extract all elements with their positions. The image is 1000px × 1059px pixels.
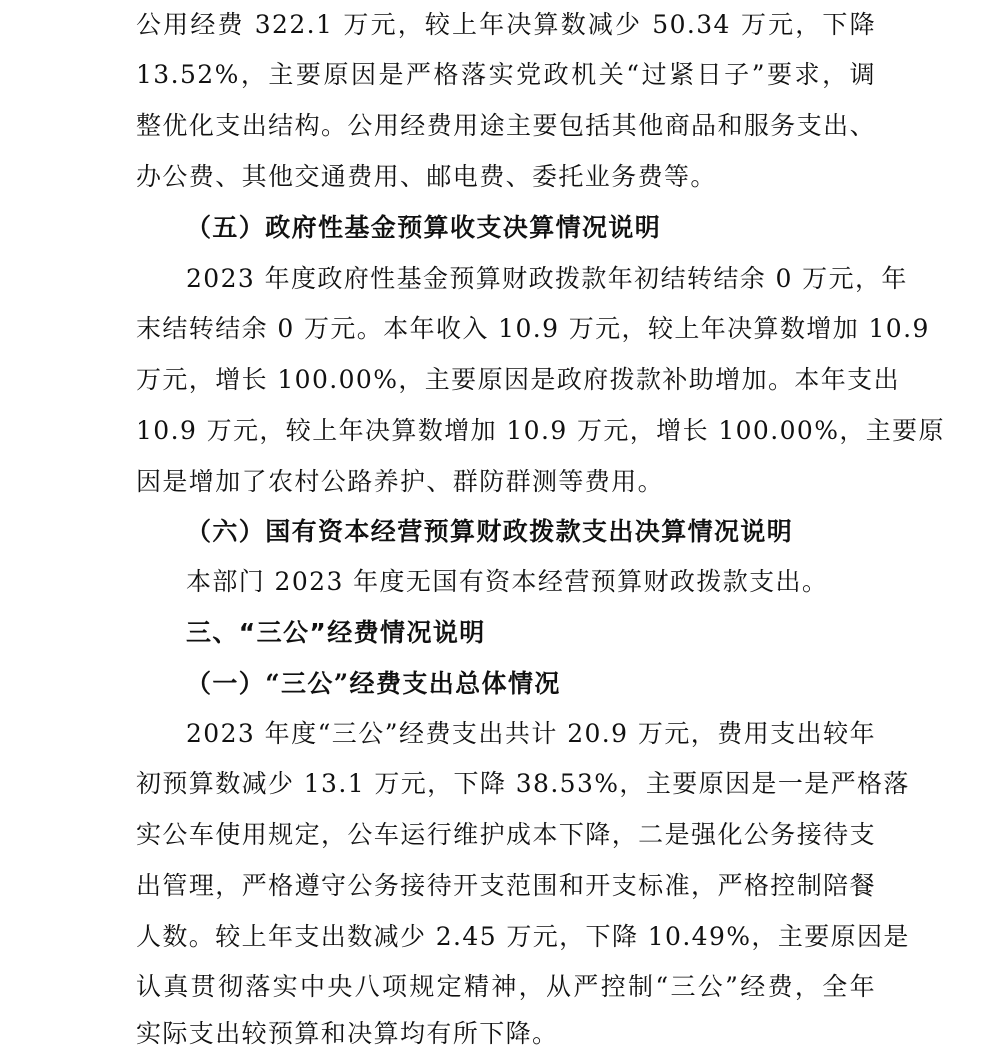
chapter-3-title: 三、“三公”经费情况说明 — [186, 618, 486, 647]
section-6-title: （六）国有资本经营预算财政拨款支出决算情况说明 — [186, 517, 794, 546]
paragraph-line: 公用经费 322.1 万元，较上年决算数减少 50.34 万元，下降 — [136, 10, 876, 39]
paragraph-line: 实际支出较预算和决算均有所下降。 — [136, 1019, 559, 1048]
paragraph-line: 因是增加了农村公路养护、群防群测等费用。 — [136, 467, 665, 496]
paragraph-line: 人数。较上年支出数减少 2.45 万元，下降 10.49%，主要原因是 — [136, 922, 910, 951]
paragraph-line: 认真贯彻落实中央八项规定精神，从严控制“三公”经费，全年 — [136, 972, 876, 1001]
paragraph-line: 13.52%，主要原因是严格落实党政机关“过紧日子”要求，调 — [136, 60, 876, 89]
paragraph-line: 2023 年度政府性基金预算财政拨款年初结转结余 0 万元，年 — [186, 264, 908, 293]
paragraph-line: 本部门 2023 年度无国有资本经营预算财政拨款支出。 — [186, 567, 829, 596]
section-5-title: （五）政府性基金预算收支决算情况说明 — [186, 213, 662, 242]
paragraph-line: 实公车使用规定，公车运行维护成本下降，二是强化公务接待支 — [136, 820, 876, 849]
paragraph-line: 10.9 万元，较上年决算数增加 10.9 万元，增长 100.00%，主要原 — [136, 416, 945, 445]
paragraph-line: 出管理，严格遵守公务接待开支范围和开支标准，严格控制陪餐 — [136, 871, 876, 900]
paragraph-line: 末结转结余 0 万元。本年收入 10.9 万元，较上年决算数增加 10.9 — [136, 314, 930, 343]
paragraph-line: 初预算数减少 13.1 万元，下降 38.53%，主要原因是一是严格落 — [136, 769, 910, 798]
paragraph-line: 万元，增长 100.00%，主要原因是政府拨款补助增加。本年支出 — [136, 365, 900, 394]
paragraph-line: 整优化支出结构。公用经费用途主要包括其他商品和服务支出、 — [136, 111, 876, 140]
paragraph-line: 办公费、其他交通费用、邮电费、委托业务费等。 — [136, 162, 717, 191]
section-3-1-title: （一）“三公”经费支出总体情况 — [186, 669, 561, 698]
paragraph-line: 2023 年度“三公”经费支出共计 20.9 万元，费用支出较年 — [186, 719, 876, 748]
